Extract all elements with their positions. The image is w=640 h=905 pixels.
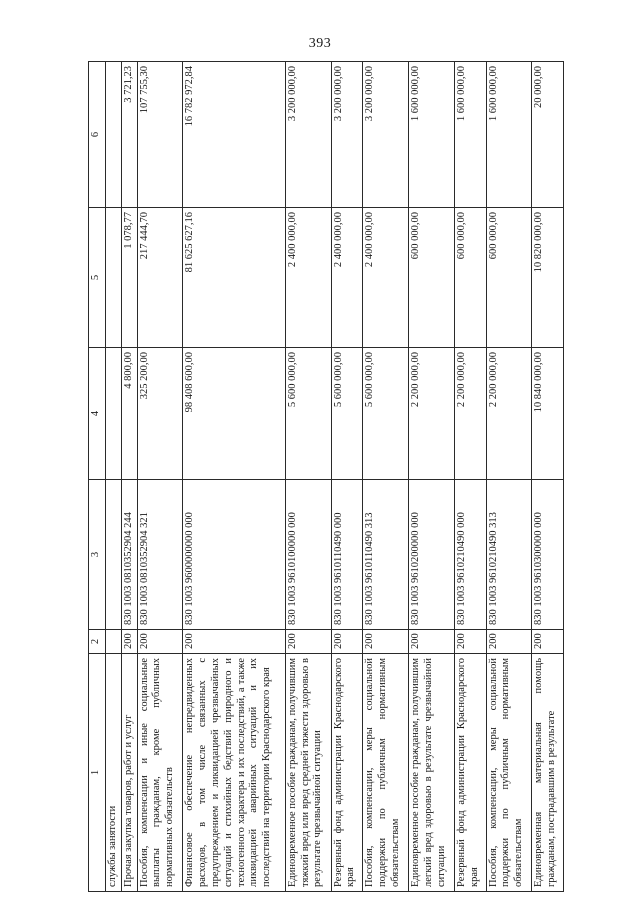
row-value-col6: 3 721,23 [121,62,137,208]
table-row [106,62,122,892]
budget-table [88,61,564,892]
row-value-col5: 217 444,70 [137,208,183,348]
row-value-col4: 2 200 000,00 [486,348,532,480]
rotated-table-container [88,62,564,892]
column-header-3: 3 [89,480,106,630]
row-value-col6: 1 600 000,00 [486,62,532,208]
row-value-col6: 1 600 000,00 [454,62,486,208]
row-value-col6: 107 755,30 [137,62,183,208]
row-code: 200 [331,630,363,654]
row-classification-code: 830 1003 9610210490 313 [486,480,532,630]
row-code: 200 [285,630,331,654]
row-value-col6 [106,62,122,208]
row-value-col4: 2 200 000,00 [454,348,486,480]
table-row [409,62,455,892]
column-header-2: 2 [89,630,106,654]
row-classification-code: 830 1003 9610300000 000 [532,480,564,630]
row-classification-code: 830 1003 0810352904 244 [121,480,137,630]
row-value-col5: 10 820 000,00 [532,208,564,348]
row-value-col5: 600 000,00 [409,208,455,348]
row-value-col4: 5 600 000,00 [285,348,331,480]
header-row [89,62,106,892]
row-value-col4: 5 600 000,00 [363,348,409,480]
row-value-col4: 5 600 000,00 [331,348,363,480]
row-value-col5 [106,208,122,348]
table-row [121,62,137,892]
row-value-col5: 600 000,00 [486,208,532,348]
table-row [285,62,331,892]
row-value-col4: 10 840 000,00 [532,348,564,480]
row-description: Резервный фонд администрации Краснодарского края [331,654,363,892]
row-code: 200 [486,630,532,654]
table-row [331,62,363,892]
row-classification-code: 830 1003 9610110490 000 [331,480,363,630]
row-description: Пособия, компенсации, меры социальной поддержки по публичным нормативным обязательствам [363,654,409,892]
row-classification-code: 830 1003 0810352904 321 [137,480,183,630]
row-code: 200 [409,630,455,654]
row-code [106,630,122,654]
table-row [183,62,285,892]
row-description: Резервный фонд администрации Краснодарского края [454,654,486,892]
column-header-5: 5 [89,208,106,348]
row-description: Пособия, компенсации и иные социальные выплаты гражданам, кроме публичных нормативных обязательств [137,654,183,892]
row-value-col5: 2 400 000,00 [331,208,363,348]
row-description: Единовременная материальная помощь гражданам, пострадавшим в результате [532,654,564,892]
row-value-col6: 3 200 000,00 [331,62,363,208]
row-value-col6: 16 782 972,84 [183,62,285,208]
row-description: Единовременное пособие гражданам, получившим тяжкий вред или вред средней тяжести здоровью в результате чрезвычайной ситуации [285,654,331,892]
column-header-6: 6 [89,62,106,208]
row-value-col4 [106,348,122,480]
row-value-col5: 2 400 000,00 [285,208,331,348]
row-value-col4: 98 408 600,00 [183,348,285,480]
row-value-col5: 1 078,77 [121,208,137,348]
table-row [532,62,564,892]
row-description: Финансовое обеспечение непредвиденных расходов, в том числе связанных с предупреждением и ликвидацией чрезвычайных ситуаций и стихийных бедствий природного и техногенного характера и их последствий, а также ликвидацией аварийных ситуаций и их последствий на территории Краснодарского края [183,654,285,892]
row-value-col6: 1 600 000,00 [409,62,455,208]
row-classification-code: 830 1003 9610210490 000 [454,480,486,630]
row-classification-code: 830 1003 9600000000 000 [183,480,285,630]
row-classification-code [106,480,122,630]
table-row [137,62,183,892]
row-value-col5: 600 000,00 [454,208,486,348]
row-description: Прочая закупка товаров, работ и услуг [121,654,137,892]
page-number: 393 [308,36,332,51]
row-code: 200 [532,630,564,654]
column-header-1: 1 [89,654,106,892]
row-value-col5: 81 625 627,16 [183,208,285,348]
row-classification-code: 830 1003 9610200000 000 [409,480,455,630]
row-value-col5: 2 400 000,00 [363,208,409,348]
row-value-col4: 2 200 000,00 [409,348,455,480]
row-code: 200 [121,630,137,654]
row-value-col6: 3 200 000,00 [285,62,331,208]
row-description: службы занятости [106,654,122,892]
row-value-col4: 4 800,00 [121,348,137,480]
row-code: 200 [183,630,285,654]
row-value-col6: 20 000,00 [532,62,564,208]
column-header-4: 4 [89,348,106,480]
row-value-col4: 325 200,00 [137,348,183,480]
row-classification-code: 830 1003 9610100000 000 [285,480,331,630]
row-value-col6: 3 200 000,00 [363,62,409,208]
row-code: 200 [454,630,486,654]
row-description: Пособия, компенсации, меры социальной поддержки по публичным нормативным обязательствам [486,654,532,892]
table-row [454,62,486,892]
row-code: 200 [137,630,183,654]
table-row [486,62,532,892]
row-code: 200 [363,630,409,654]
row-description: Единовременное пособие гражданам, получившим легкий вред здоровью в результате чрезвычайной ситуации [409,654,455,892]
row-classification-code: 830 1003 9610110490 313 [363,480,409,630]
table-row [363,62,409,892]
